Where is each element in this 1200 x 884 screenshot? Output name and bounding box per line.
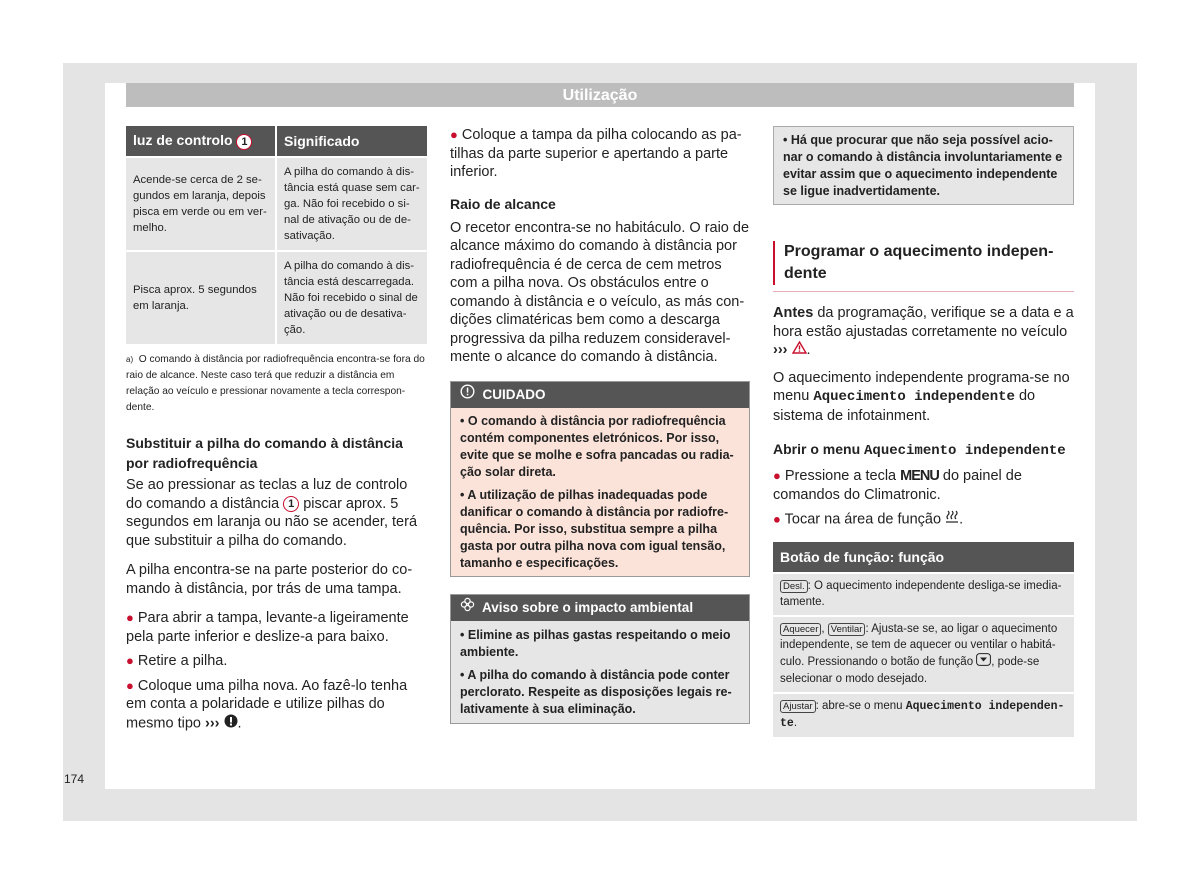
footnote-text: O comando à distância por radiofrequência encontra-se fora do raio de alcance. Neste caso terá que reduzir a distância em relação ao veículo e pressionar novamente a tecla correspondente. bbox=[126, 354, 425, 413]
flower-icon bbox=[460, 595, 475, 621]
table-cell-state: Acende-se cerca de 2 segundos em laranja, depois pisca em verde ou em vermelho. bbox=[126, 157, 276, 251]
heat-key[interactable]: Aquecer bbox=[780, 623, 821, 636]
function-row bbox=[773, 694, 1074, 737]
text: da programação, verifique se a data e a hora estão ajustadas corretamente no veículo bbox=[773, 305, 1074, 340]
list-item bbox=[460, 667, 740, 718]
list-item bbox=[460, 413, 740, 481]
text: do painel de comandos do Climatronic. bbox=[773, 468, 1022, 503]
list-item bbox=[460, 487, 740, 572]
bullet-icon: ● bbox=[126, 653, 134, 668]
note-icon[interactable] bbox=[224, 714, 238, 734]
status-table bbox=[126, 126, 427, 344]
caution-header bbox=[451, 382, 749, 408]
caution-title: CUIDADO bbox=[482, 386, 546, 402]
reference-arrow-icon[interactable]: ››› bbox=[773, 342, 788, 359]
table-cell-meaning: A pilha do comando à distância está descarregada. Não foi recebido o sinal de ativação ou de desativação. bbox=[276, 251, 427, 344]
column-middle bbox=[450, 126, 750, 724]
callout-number: 1 bbox=[283, 496, 299, 512]
caution-box bbox=[450, 381, 750, 577]
list-item bbox=[460, 627, 740, 661]
text: A pilha do comando à distância pode conter perclorato. Respeite as disposições legais relativamente à sua eliminação. bbox=[460, 667, 732, 716]
exclamation-circle-icon bbox=[460, 382, 475, 408]
bullet-icon: ● bbox=[126, 610, 134, 625]
column-left bbox=[126, 126, 427, 733]
environment-title: Aviso sobre o impacto ambiental bbox=[482, 599, 694, 615]
table-header-light bbox=[126, 126, 276, 157]
heater-icon[interactable] bbox=[945, 510, 959, 530]
text: O aquecimento independente programa-se no menu bbox=[773, 369, 1070, 405]
text: Antes bbox=[773, 305, 814, 321]
paragraph: O recetor encontra-se no habitáculo. O raio de alcance máximo do comando à distância por radiofrequência é de cerca de cem metros com a pilha nova. Os obstáculos entre o comando à distância e o veículo, as más condições climatéricas bem como a descarga progressiva da pilha reduzem consideravelmente o alcance do comando à distância. bbox=[450, 219, 750, 365]
text: : abre-se o menu bbox=[815, 699, 903, 712]
text: Elimine as pilhas gastas respeitando o meio ambiente. bbox=[460, 627, 731, 659]
footnote-mark: a) bbox=[126, 355, 134, 364]
list-item bbox=[126, 652, 427, 671]
text: Se ao pressionar as teclas a luz de controlo do comando a distância bbox=[126, 477, 408, 512]
text: . bbox=[793, 716, 798, 729]
function-table-header: Botão de função: função bbox=[773, 542, 1074, 572]
text: Coloque a tampa da pilha colocando as patilhas da parte superior e apertando a parte inferior. bbox=[450, 127, 742, 180]
bullet-icon: • bbox=[460, 413, 465, 428]
function-row bbox=[773, 574, 1074, 615]
section-heading-battery: Substituir a pilha do comando à distância por radiofrequência bbox=[126, 435, 403, 471]
table-header-meaning: Significado bbox=[276, 126, 427, 157]
callout-number: 1 bbox=[236, 134, 252, 150]
reference-arrow-icon[interactable]: ››› bbox=[204, 715, 220, 732]
menu-name: Aquecimento independente bbox=[864, 443, 1066, 460]
paragraph: A pilha encontra-se na parte posterior do comando à distância, por trás de uma tampa. bbox=[126, 562, 413, 597]
divider bbox=[773, 291, 1074, 292]
table-header-label: luz de controlo bbox=[133, 132, 233, 149]
bullet-icon: ● bbox=[450, 127, 458, 142]
environment-body bbox=[451, 621, 749, 723]
table-cell-meaning: A pilha do comando à distância está quase sem carga. Não foi recebido o sinal de ativação ou de desativação. bbox=[276, 157, 427, 251]
text: , pode-se selecionar o modo desejado. bbox=[780, 655, 1040, 685]
bullet-icon: ● bbox=[773, 468, 781, 484]
off-key[interactable]: Desl. bbox=[780, 580, 808, 593]
menu-name: Aquecimento independente bbox=[780, 699, 1065, 730]
function-row: Aquecer , Ventilar : Ajusta-se se, ao ligar o aquecimento independente, se tem de aquecer ou ventilar o habitáculo. Pressionando o botão de função , pode-se selecionar o modo desejado. bbox=[773, 617, 1074, 692]
text: Abrir o menu bbox=[773, 441, 861, 458]
table-row bbox=[126, 251, 427, 344]
text: Tocar na área de função bbox=[784, 511, 942, 528]
text: Para abrir a tampa, levante-a ligeiramente pela parte inferior e deslize-a para baixo. bbox=[126, 610, 409, 645]
sub-heading bbox=[773, 439, 1074, 461]
dropdown-button-icon[interactable] bbox=[976, 653, 991, 671]
table-footnote bbox=[126, 352, 427, 416]
text: A utilização de pilhas inadequadas pode danificar o comando à distância por radiofrequência. Por isso, substitua sempre a pilha gasta por outra pilha nova com igual tensão, tamanho e especificações. bbox=[460, 487, 729, 570]
paragraph bbox=[773, 369, 1074, 426]
adjust-key[interactable]: Ajustar bbox=[780, 700, 816, 713]
bullet-icon: • bbox=[783, 133, 788, 147]
warning-triangle-icon[interactable] bbox=[792, 341, 807, 360]
text: Coloque uma pilha nova. Ao fazê-lo tenha em conta a polaridade e utilize pilhas do mesmo tipo bbox=[126, 677, 408, 732]
text: do sistema de infotainment. bbox=[773, 388, 1036, 424]
page-title: Utilização bbox=[126, 83, 1074, 107]
list-item bbox=[126, 609, 427, 646]
environment-box bbox=[450, 594, 750, 724]
list-item bbox=[450, 126, 750, 182]
note-box bbox=[773, 126, 1074, 205]
text: piscar aprox. 5 segundos em laranja ou não se acender, terá que substituir a pilha do comando. bbox=[126, 495, 418, 549]
text: : O aquecimento independente desliga-se imediatamente. bbox=[780, 579, 1062, 608]
text: O comando à distância por radiofrequência contém componentes eletrónicos. Por isso, evite que se molhe e sofra pancadas ou radiação solar direta. bbox=[460, 413, 734, 479]
menu-key[interactable]: MENU bbox=[900, 468, 939, 485]
bullet-icon: • bbox=[460, 667, 465, 682]
paragraph: Antes da programação, verifique se a data e a hora estão ajustadas corretamente no veículo ››› . bbox=[773, 305, 1074, 359]
text: Retire a pilha. bbox=[137, 653, 228, 669]
bullet-icon: ● bbox=[773, 511, 781, 527]
text: : Ajusta-se se, ao ligar o aquecimento independente, se tem de aquecer ou ventilar o habitáculo. Pressionando o botão de função bbox=[780, 622, 1058, 668]
section-heading-range: Raio de alcance bbox=[450, 195, 556, 212]
page-number: 174 bbox=[64, 772, 85, 786]
list-item: ● Tocar na área de função . bbox=[773, 511, 964, 528]
ventilate-key[interactable]: Ventilar bbox=[828, 623, 866, 636]
column-right bbox=[773, 126, 1074, 737]
bullet-icon: • bbox=[460, 627, 465, 642]
caution-body bbox=[451, 408, 749, 576]
table-cell-state: Pisca aprox. 5 segundos em laranja. bbox=[126, 251, 276, 344]
note-text: Há que procurar que não seja possível acionar o comando à distância involuntariamente e evitar assim que o aquecimento independente se ligue inadvertidamente. bbox=[783, 133, 1063, 198]
bullet-icon: • bbox=[460, 487, 465, 502]
section-title-programming: Programar o aquecimento independente bbox=[773, 241, 1074, 285]
menu-name: Aquecimento independente bbox=[813, 389, 1015, 406]
bullet-icon: ● bbox=[126, 677, 134, 693]
table-row bbox=[126, 157, 427, 251]
paragraph bbox=[126, 476, 427, 550]
environment-header bbox=[451, 595, 749, 621]
list-item bbox=[773, 467, 1074, 504]
list-item: ● Coloque uma pilha nova. Ao fazê-lo tenha em conta a polaridade e utilize pilhas do mesmo tipo ››› . bbox=[126, 677, 408, 732]
text: Pressione a tecla bbox=[784, 468, 897, 485]
